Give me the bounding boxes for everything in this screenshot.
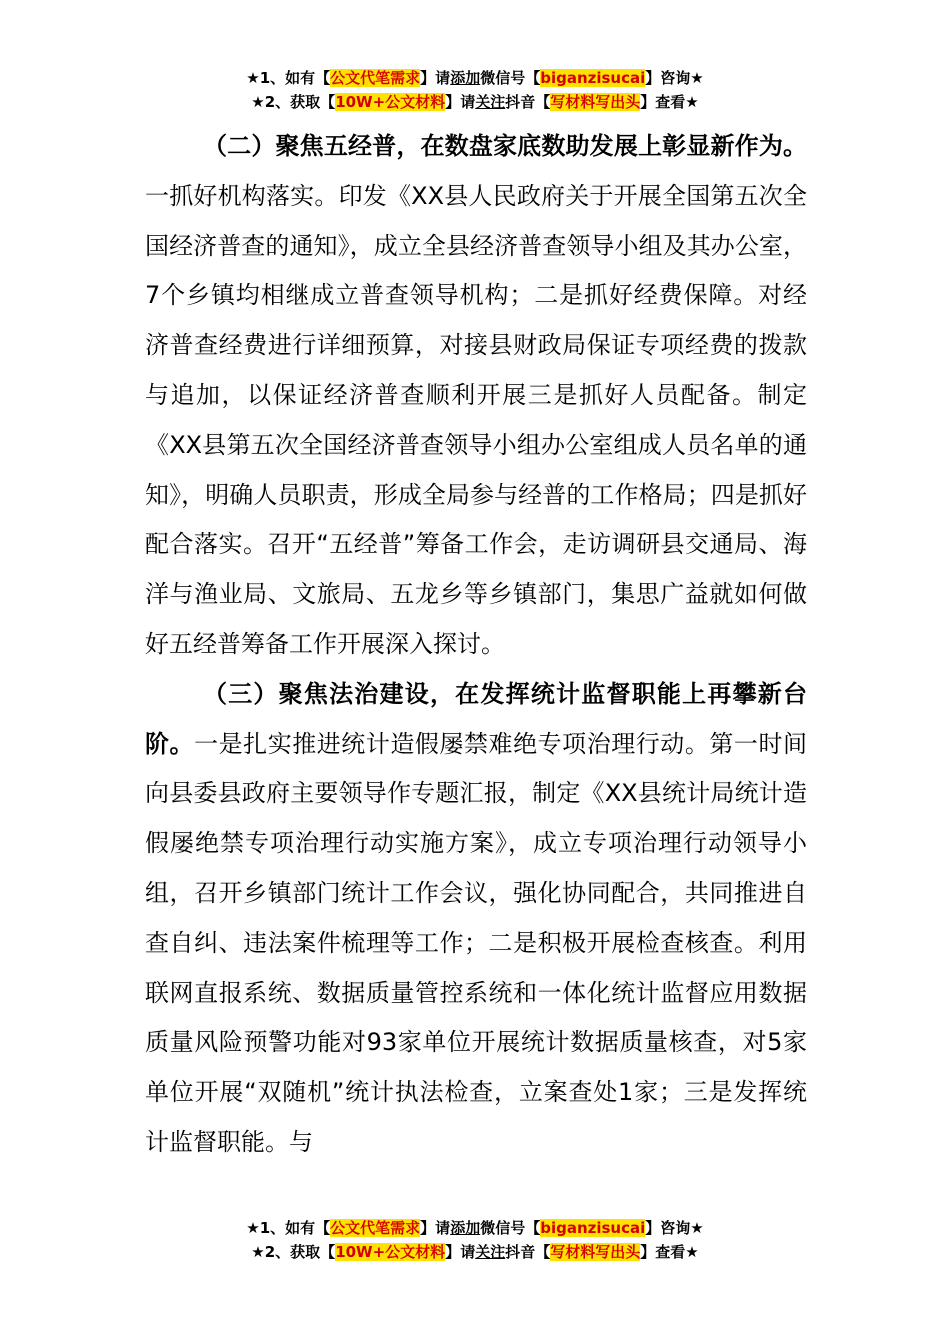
banner-text: ★2、获取【 bbox=[251, 93, 336, 111]
douyin-account-link[interactable]: 写材料写出头 bbox=[550, 1243, 641, 1261]
banner-text: 抖音【 bbox=[505, 93, 551, 111]
banner-line-2 bbox=[0, 1240, 950, 1264]
banner-text: 微信号【 bbox=[480, 1219, 541, 1237]
add-underline: 添加 bbox=[450, 1219, 481, 1237]
paragraph bbox=[145, 122, 807, 670]
add-underline: 添加 bbox=[450, 69, 481, 87]
banner-line-2 bbox=[0, 90, 950, 114]
service-highlight: 公文代笔需求 bbox=[330, 69, 421, 87]
materials-highlight: 10W+公文材料 bbox=[335, 1243, 446, 1261]
banner-text: 】请 bbox=[445, 1243, 476, 1261]
banner-text: ★1、如有【 bbox=[246, 69, 331, 87]
douyin-account-link[interactable]: 写材料写出头 bbox=[550, 93, 641, 111]
banner-text: 】查看★ bbox=[640, 1243, 699, 1261]
banner-text: ★2、获取【 bbox=[251, 1243, 336, 1261]
paragraph-text: 一是扎实推进统计造假屡禁难绝专项治理行动。第一时间向县委县政府主要领导作专题汇报，制定《XX县统计局统计造假屡绝禁专项治理行动实施方案》，成立专项治理行动领导小组，召开乡镇部门统计工作会议，强化协同配合，共同推进自查自纠、违法案件梳理等工作；二是积极开展检查核查。利用联网直报系统、数据质量管控系统和一体化统计监督应用数据质量风险预警功能对93家单位开展统计数据质量核查，对5家单位开展“双随机”统计执法检查，立案查处1家；三是发挥统计监督职能。与 bbox=[145, 729, 807, 1156]
header-banner bbox=[0, 66, 950, 114]
follow-underline: 关注 bbox=[475, 93, 506, 111]
banner-text: 】请 bbox=[420, 69, 451, 87]
banner-text: 微信号【 bbox=[480, 69, 541, 87]
wechat-id-link[interactable]: biganzisucai bbox=[540, 69, 646, 87]
paragraph-text: 一抓好机构落实。印发《XX县人民政府关于开展全国第五次全国经济普查的通知》，成立全县经济普查领导小组及其办公室，7个乡镇均相继成立普查领导机构；二是抓好经费保障。对经济普查经费进行详细预算，对接县财政局保证专项经费的拨款与追加，以保证经济普查顺利开展三是抓好人员配备。制定《XX县第五次全国经济普查领导小组办公室组成人员名单的通知》，明确人员职责，形成全局参与经普的工作格局；四是抓好配合落实。召开“五经普”筹备工作会，走访调研县交通局、海洋与渔业局、文旅局、五龙乡等乡镇部门，集思广益就如何做好五经普筹备工作开展深入探讨。 bbox=[145, 181, 807, 658]
section-heading: （二）聚焦五经普，在数盘家底数助发展上彰显新作为。 bbox=[203, 132, 807, 160]
wechat-id-link[interactable]: biganzisucai bbox=[540, 1219, 646, 1237]
banner-text: 】咨询★ bbox=[645, 69, 704, 87]
follow-underline: 关注 bbox=[475, 1243, 506, 1261]
materials-highlight: 10W+公文材料 bbox=[335, 93, 446, 111]
banner-text: 】请 bbox=[445, 93, 476, 111]
banner-line-1 bbox=[0, 1216, 950, 1240]
banner-text: 】咨询★ bbox=[645, 1219, 704, 1237]
paragraph bbox=[145, 670, 807, 1168]
document-body bbox=[145, 122, 807, 1168]
banner-text: 】请 bbox=[420, 1219, 451, 1237]
banner-text: 抖音【 bbox=[505, 1243, 551, 1261]
banner-text: ★1、如有【 bbox=[246, 1219, 331, 1237]
banner-text: 】查看★ bbox=[640, 93, 699, 111]
footer-banner bbox=[0, 1216, 950, 1264]
section-heading: （三）聚焦法治建设，在发挥统计监督职能上再攀新台阶。 bbox=[145, 679, 807, 758]
service-highlight: 公文代笔需求 bbox=[330, 1219, 421, 1237]
banner-line-1 bbox=[0, 66, 950, 90]
